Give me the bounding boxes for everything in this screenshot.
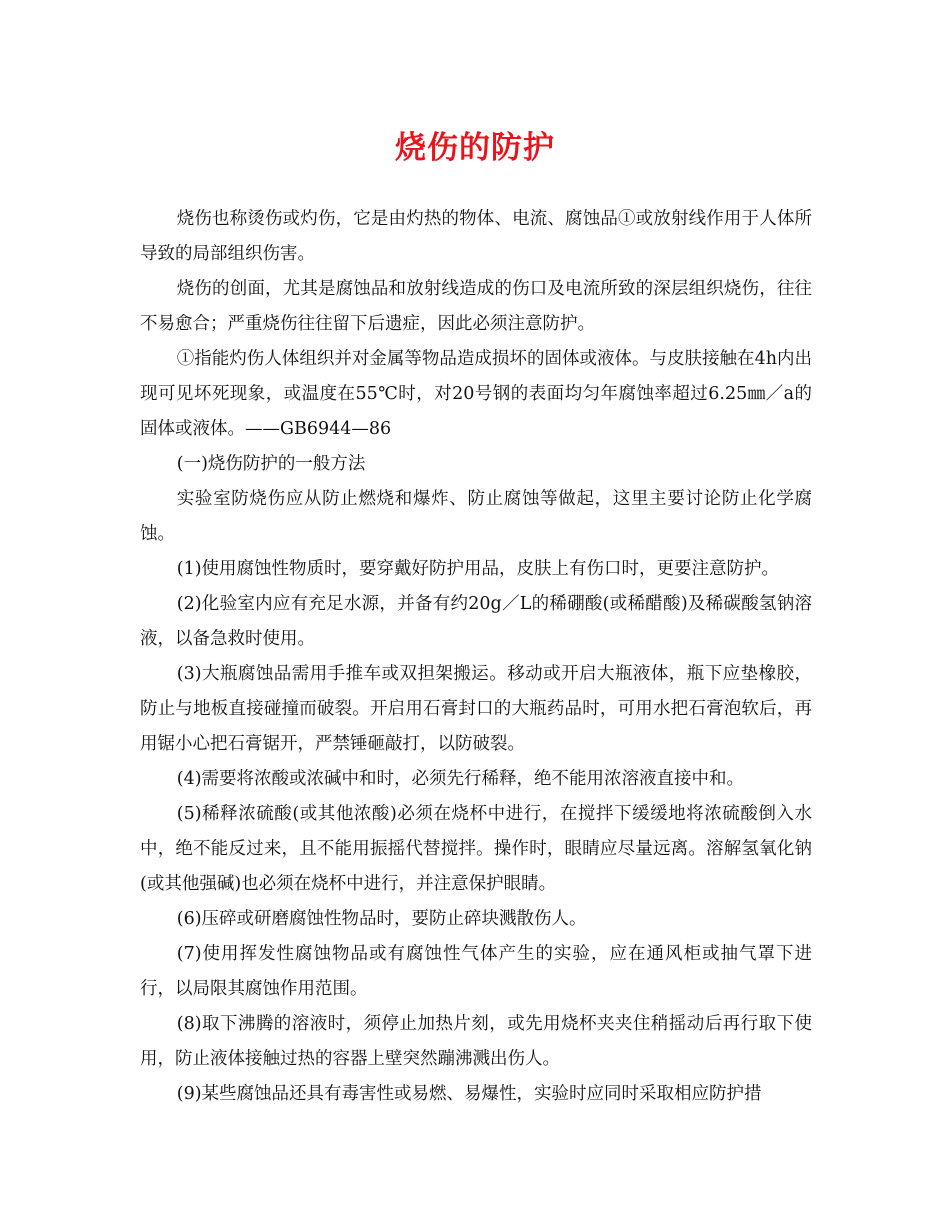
paragraph-wound: 烧伤的创面，尤其是腐蚀品和放射线造成的伤口及电流所致的深层组织烧伤，往往不易愈合；严重烧伤往往留下后遗症，因此必须注意防护。 [140,279,812,334]
list-item-4: (4)需要将浓酸或浓碱中和时，必须先行稀释，绝不能用浓溶液直接中和。 [176,769,745,789]
paragraph-lab-prevention: 实验室防烧伤应从防止燃烧和爆炸、防止腐蚀等做起，这里主要讨论防止化学腐蚀。 [140,489,812,544]
list-item-1: (1)使用腐蚀性物质时，要穿戴好防护用品，皮肤上有伤口时，更要注意防护。 [176,559,780,579]
paragraph-intro: 烧伤也称烫伤或灼伤，它是由灼热的物体、电流、腐蚀品①或放射线作用于人体所导致的局部组织伤害。 [140,209,812,264]
list-item-3: (3)大瓶腐蚀品需用手推车或双担架搬运。移动或开启大瓶液体，瓶下应垫橡胶，防止与地板直接碰撞而破裂。开启用石膏封口的大瓶药品时，可用水把石膏泡软后，再用锯小心把石膏锯开，严禁锤砸敲打，以防破裂。 [140,664,812,754]
list-item-8: (8)取下沸腾的溶液时，须停止加热片刻，或先用烧杯夹夹住稍摇动后再行取下使用，防止液体接触过热的容器上壁突然蹦沸溅出伤人。 [140,1014,812,1069]
document-title: 烧伤的防护 [395,130,555,166]
section-heading: (一)烧伤防护的一般方法 [176,454,366,474]
list-item-6: (6)压碎或研磨腐蚀性物品时，要防止碎块溅散伤人。 [176,909,587,929]
paragraph-footnote: ①指能灼伤人体组织并对金属等物品造成损坏的固体或液体。与皮肤接触在4h内出现可见坏死现象，或温度在55℃时，对20号钢的表面均匀年腐蚀率超过6.25㎜／a的固体或液体。——GB6944—86 [140,349,812,439]
list-item-9: (9)某些腐蚀品还具有毒害性或易燃、易爆性，实验时应同时采取相应防护措 [176,1084,762,1104]
document-body [140,202,812,1112]
list-item-2: (2)化验室内应有充足水源，并备有约20g／L的稀硼酸(或稀醋酸)及稀碳酸氢钠溶液，以备急救时使用。 [140,594,812,649]
list-item-7: (7)使用挥发性腐蚀物品或有腐蚀性气体产生的实验，应在通风柜或抽气罩下进行，以局限其腐蚀作用范围。 [140,944,812,999]
list-item-5: (5)稀释浓硫酸(或其他浓酸)必须在烧杯中进行，在搅拌下缓缓地将浓硫酸倒入水中，绝不能反过来，且不能用振摇代替搅拌。操作时，眼睛应尽量远离。溶解氢氧化钠(或其他强碱)也必须在烧杯中进行，并注意保护眼睛。 [140,804,812,894]
